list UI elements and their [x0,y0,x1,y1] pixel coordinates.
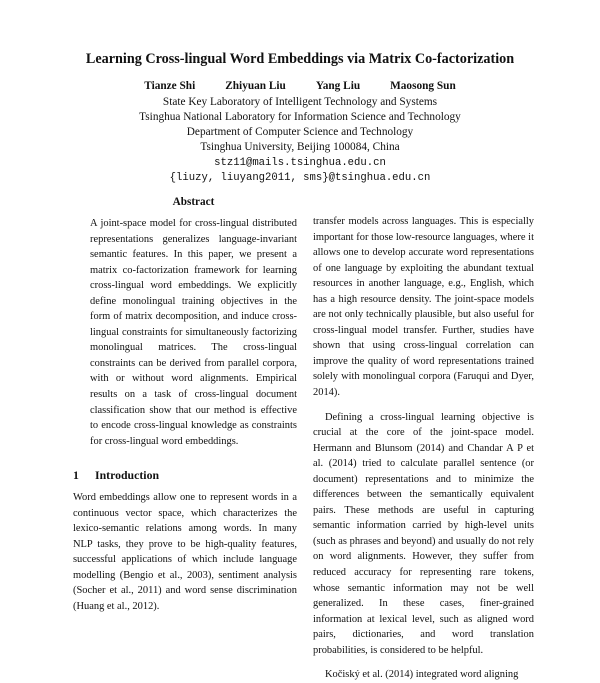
author-name: Maosong Sun [390,80,456,92]
affiliation-line: Tsinghua University, Beijing 100084, China [200,141,400,153]
email-line: stz11@mails.tsinghua.edu.cn [214,157,386,169]
email-line: {liuzy, liuyang2011, sms}@tsinghua.edu.cn [169,172,431,184]
introduction-body [73,490,297,614]
right-column [313,214,534,683]
affiliation-line: State Key Laboratory of Intelligent Technology and Systems [162,96,438,108]
paragraph: transfer models across languages. This is especially important for those low-resource languages, where it allows one to develop accurate word representations of one language by exploiting the abundant textual resources in another language, e.g., English, which has a high resource density. The joint-space models are not only technically plausible, but also useful for cross-lingual model transfer. Further, studies have shown that using cross-lingual correlation can improve the quality of word representations trained solely with monolingual corpora (Faruqui and Dyer, 2014). [313,216,534,399]
affiliation-line: Department of Computer Science and Technology [186,126,414,138]
abstract-text: A joint-space model for cross-lingual distributed representations generalizes language-invariant semantic features. In this paper, we present a matrix co-factorization framework for learning cross-lingual word embeddings. We explicitly define monolingual training objectives in the form of matrix decomposition, and induce cross-lingual constraints for simultaneously factorizing monolingual matrices. The cross-lingual constraints can be derived from parallel corpora, with or without word alignments. Empirical results on a task of cross-lingual document classification show that our method is effective to encode cross-lingual knowledge as constraints for cross-lingual word embeddings. [90,218,297,447]
section-heading [73,468,159,483]
section-title: Introduction [95,468,160,482]
author-name: Zhiyuan Liu [225,80,286,92]
abstract-body [90,216,297,449]
paragraph: Kočiský et al. (2014) integrated word aligning [325,669,519,681]
affiliation-line: Tsinghua National Laboratory for Information Science and Technology [139,111,461,123]
section-number: 1 [73,468,79,482]
author-list [0,80,600,92]
abstract-heading: Abstract [172,196,215,208]
author-name: Tianze Shi [144,80,196,92]
paragraph: Word embeddings allow one to represent words in a continuous vector space, which characterizes the lexico-semantic relations among words. In many NLP tasks, they prove to be high-quality features, successful applications of which include language modelling (Bengio et al., 2003), sentiment analysis (Socher et al., 2011) and word sense discrimination (Huang et al., 2012). [73,492,297,612]
paragraph: Defining a cross-lingual learning objective is crucial at the core of the joint-space model. Hermann and Blunsom (2014) and Chandar A P et al. (2014) tried to calculate parallel sentence (or document) representations and to minimize the differences between the semantically equivalent pairs. These methods are useful in capturing semantic information carried by high-level units (such as phrases and beyond) and usually do not rely on word alignments. However, they suffer from reduced accuracy for representing rare tokens, whose semantic information may not be well generalized. In these cases, finer-grained information at lexical level, such as aligned word pairs, dictionaries, and word translation probabilities, is considered to be helpful. [313,411,534,656]
paper-title: Learning Cross-lingual Word Embeddings via Matrix Co-factorization [85,51,515,67]
author-name: Yang Liu [315,80,361,92]
